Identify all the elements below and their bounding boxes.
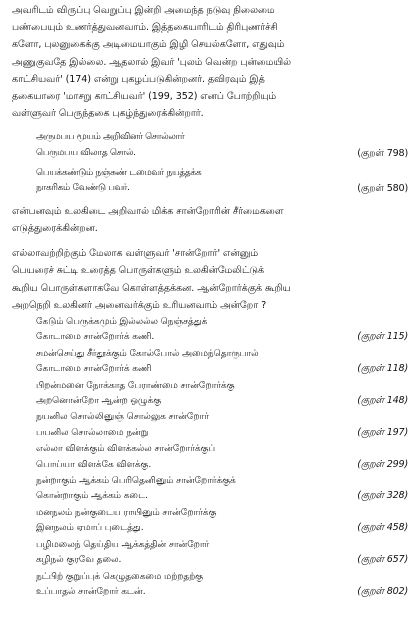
couplet-line-text: பொய்யா விளக்கே விளக்கு. <box>36 458 152 470</box>
couplet-line: நட்பிற் குறுப்புக் கெழுதகைமை மற்றதற்கு <box>36 570 204 582</box>
text-line: அவரிடம் விருப்பு வெறுப்பு இன்றி அமைந்த நடுவு நிலைமை <box>12 5 275 16</box>
couplet-quote <box>36 473 408 504</box>
couplet-quote <box>36 537 408 568</box>
couplet-reference: (குறள் 299) <box>357 458 408 470</box>
text-line: அணுகுவதே இல்லை. ஆதலால் இவர் 'புலம் வென்ற புன்மையில் <box>12 56 291 68</box>
couplet-quote <box>36 346 408 377</box>
text-line: பெயரைச் சுட்டி உரைத்த பொருள்களும் உலகின்மேலிட்டுக் <box>12 265 265 277</box>
intro-paragraph <box>12 2 408 122</box>
couplet-reference: (குறள் 328) <box>357 490 408 502</box>
couplet-quote <box>36 130 408 161</box>
couplet-line: நயனில சொல்லினுஞ் சொல்லுக சான்றோர் <box>36 411 209 423</box>
couplet-line: எல்லா விளக்கும் விளக்கல்ல சான்றோர்க்குப் <box>36 443 216 455</box>
text-line: காட்சியவர்' (174) என்று புகழப்படுகின்றனர். தவிரவும் இத் <box>12 73 265 85</box>
couplet-line: கேடும் பெருக்கமும் இல்லல்ல நெஞ்சத்துக் <box>36 316 208 328</box>
couplet-line <box>36 584 408 599</box>
couplet-line <box>36 425 408 440</box>
quote-block-second <box>36 314 408 599</box>
couplet-line-text: பெருமபய விலாத சொல். <box>36 148 136 159</box>
text-line: அறநெறி உலகினர் அனைவர்க்கும் உரியனவாம் அன்றோ ? <box>12 299 267 311</box>
couplet-line: சமன்செய்து சீர்தூக்கும் கோல்போல் அமைந்தொருபால் <box>36 347 259 359</box>
couplet-reference: (குறள் 458) <box>357 522 408 534</box>
quote-block-first <box>36 130 408 196</box>
text-line: களோ, புலனுகைக்கு அடிமையாகும் இழி செயல்களோ, எதுவும் <box>12 39 285 51</box>
text-line: எடுத்துரைக்கின்றன. <box>12 223 98 234</box>
couplet-quote <box>36 378 408 409</box>
middle-paragraph <box>12 203 408 237</box>
couplet-reference: (குறள் 657) <box>357 554 408 566</box>
couplet-reference: (குறள் 197) <box>357 426 408 438</box>
couplet-line-text: நாகரிகம் வேண்டு பவர். <box>36 183 130 194</box>
couplet-line <box>36 552 408 567</box>
couplet-line <box>36 520 408 535</box>
couplet-line: நன்றாகும் ஆக்கம் பெரிதெனினும் சான்றோர்க்குக் <box>36 475 236 487</box>
couplet-line: பிறன்மனை நோக்காத பேராண்மை சான்றோர்க்கு <box>36 379 235 391</box>
couplet-line-text: அறனொன்றோ ஆன்ற ஒழுக்கு <box>36 395 162 407</box>
couplet-line: பழிமலைந் தெய்திய ஆக்கத்தின் சான்றோர் <box>36 538 210 550</box>
second-paragraph <box>12 245 408 314</box>
couplet-line: பெயக்கண்டும் நஞ்சுண் டமைவர் நயத்தக்க <box>36 167 202 178</box>
couplet-line-text: கோடாமை சான்றோர்க் கணி. <box>36 331 155 343</box>
couplet-quote <box>36 505 408 536</box>
couplet-line-text: கோடாமை சான்றோர்க் கணி <box>36 363 152 375</box>
couplet-quote <box>36 166 408 197</box>
couplet-line-text: இனநலம் ஏமாப் புடைத்து. <box>36 522 144 534</box>
text-line: தகையாரை 'மாசறு காட்சியவர்' (199, 352) எனப் போற்றியும் <box>12 91 277 103</box>
couplet-line <box>36 361 408 376</box>
couplet-quote <box>36 441 408 472</box>
couplet-line <box>36 393 408 408</box>
text-line: எல்லாவற்றிற்கும் மேலாக வள்ளுவர் 'சான்றோர்' என்னும் <box>12 248 259 260</box>
couplet-line <box>36 146 408 162</box>
text-line: பண்பையும் உணர்த்துவனவாம். இத்தகையாரிடம் திரிபுணர்ச்சி <box>12 22 278 34</box>
couplet-quote <box>36 314 408 345</box>
couplet-line <box>36 181 408 197</box>
couplet-reference: (குறள் 115) <box>357 331 408 343</box>
couplet-line-text: கழிநல் குரவே தலை. <box>36 554 122 566</box>
couplet-line <box>36 457 408 472</box>
couplet-quote <box>36 569 408 600</box>
couplet-line: மனநலம் நன்குடைய ராயினும் சான்றோர்க்கு <box>36 506 217 518</box>
text-line: என்பனவும் உலகிடை அறிவால் மிக்க சான்றோரின் சீர்மைகளை <box>12 205 284 217</box>
couplet-reference: (குறள் 798) <box>357 148 408 160</box>
couplet-reference: (குறள் 148) <box>357 395 408 407</box>
text-line: வள்ளுவர் பெருந்தகை புகழ்ந்துரைக்கின்றார். <box>12 108 204 120</box>
couplet-line-text: கொன்றாகும் ஆக்கம் கடை. <box>36 490 148 502</box>
couplet-quote <box>36 409 408 440</box>
couplet-reference: (குறள் 118) <box>357 363 408 375</box>
couplet-line: அருமபய மூயம் அறிவினர் சொல்லார் <box>36 132 185 143</box>
couplet-reference: (குறள் 580) <box>357 183 408 195</box>
couplet-line-text: பயனில சொல்லாமை நன்று <box>36 426 149 438</box>
couplet-line-text: உப்பாதல் சான்றோர் கடன். <box>36 585 146 597</box>
couplet-line <box>36 488 408 503</box>
text-line: கூறிய பொருள்களாகவே கொள்ளத்தக்கன. ஆன்றோர்க்குக் கூறிய <box>12 282 291 294</box>
couplet-reference: (குறள் 802) <box>357 585 408 597</box>
couplet-line <box>36 329 408 344</box>
